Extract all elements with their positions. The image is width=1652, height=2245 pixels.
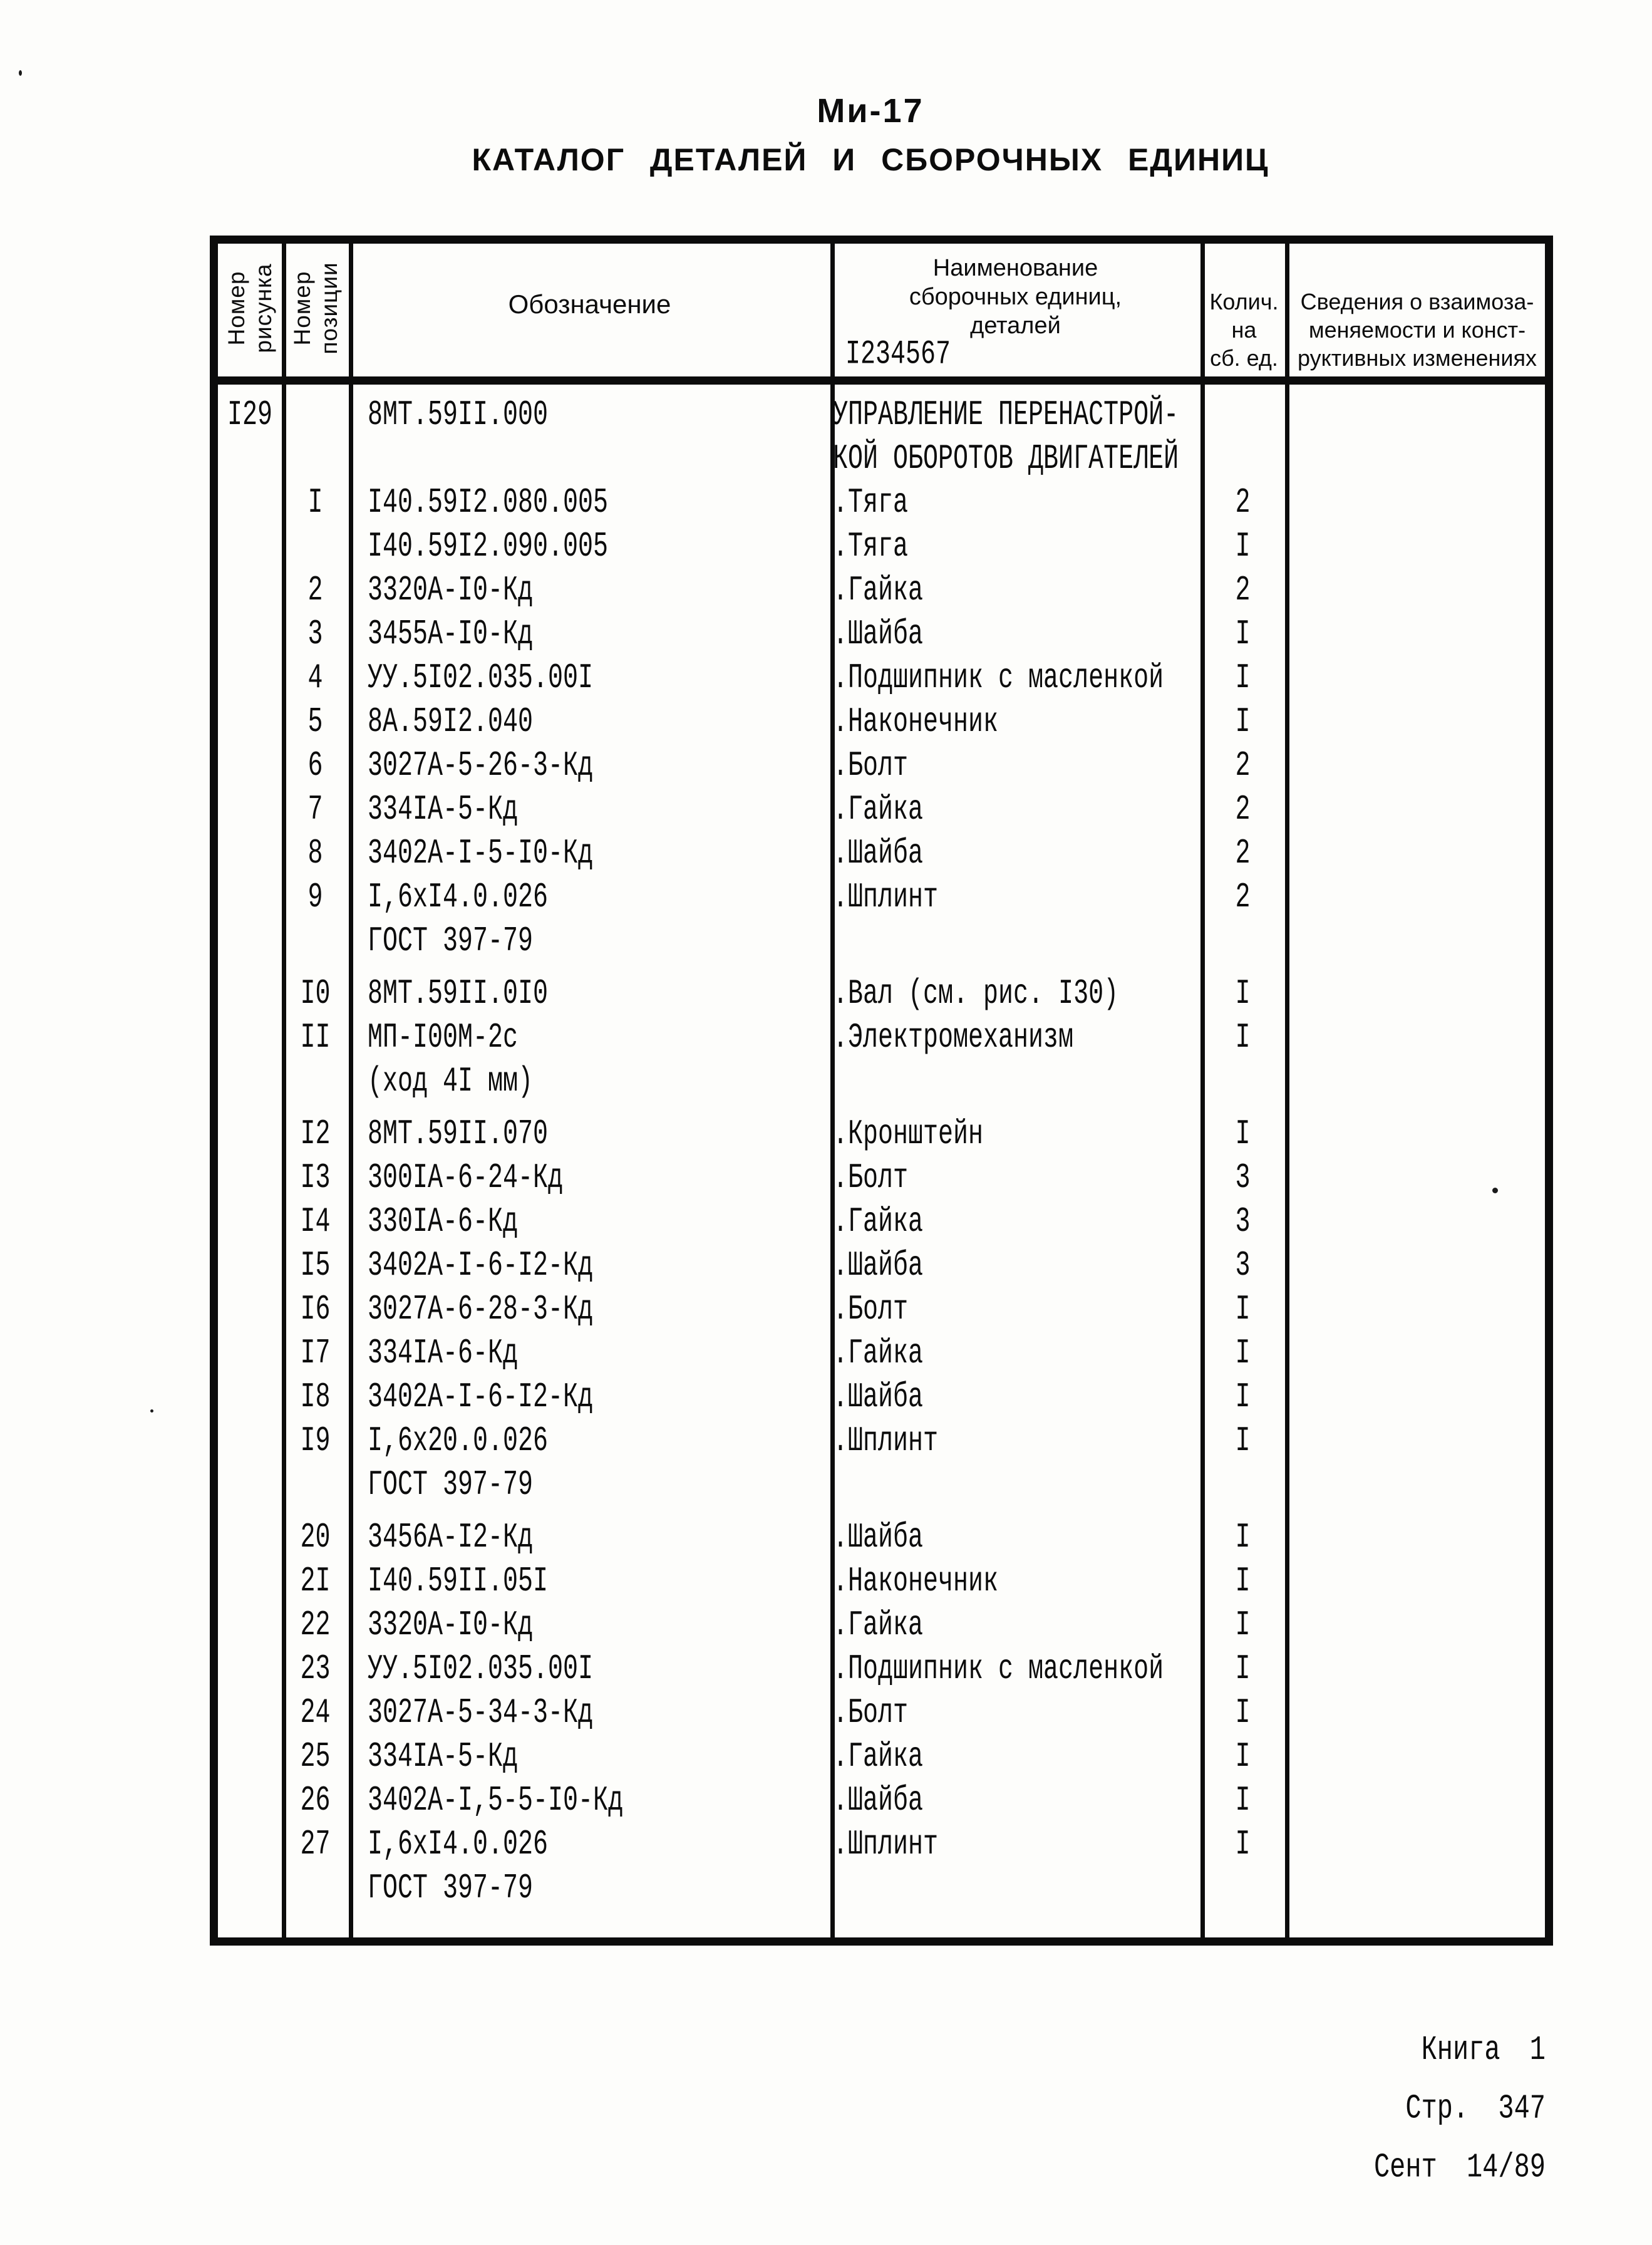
- cell-designation: 3402А-I-6-I2-Кд: [368, 1247, 594, 1286]
- parts-table: [210, 236, 1553, 1946]
- cell-designation: (ход 4I мм): [368, 1062, 534, 1102]
- cell-position-number: 27: [300, 1825, 331, 1865]
- page-footer: [1374, 2021, 1546, 2197]
- cell-quantity: I: [1235, 1290, 1251, 1330]
- footer-revision-date: Сент 14/89: [1373, 2147, 1546, 2187]
- cell-part-name: .Болт: [833, 1694, 909, 1733]
- cell-quantity: I: [1235, 527, 1251, 567]
- cell-designation: ГОСТ 397-79: [368, 1466, 534, 1505]
- cell-quantity: I: [1235, 1518, 1251, 1558]
- cell-position-number: I0: [300, 975, 331, 1014]
- cell-designation: 3402А-I-6-I2-Кд: [368, 1378, 594, 1418]
- col-header-line: меняемости и конст-: [1308, 317, 1526, 343]
- cell-quantity: I: [1235, 975, 1251, 1014]
- cell-position-number: 25: [300, 1738, 331, 1777]
- cell-part-name: .Шайба: [833, 615, 924, 655]
- cell-quantity: I: [1235, 1334, 1251, 1374]
- cell-designation: 330IА-6-Кд: [368, 1203, 519, 1242]
- page-title: Ми-17: [817, 92, 924, 130]
- cell-position-number: I: [307, 484, 323, 523]
- cell-quantity: 2: [1235, 791, 1251, 830]
- col-header-line: Сведения о взаимоза-: [1300, 289, 1534, 314]
- col-header-line: Наименование: [932, 255, 1098, 281]
- page-subtitle: КАТАЛОГ ДЕТАЛЕЙ И СБОРОЧНЫХ ЕДИНИЦ: [472, 142, 1269, 177]
- cell-position-number: [282, 1869, 349, 1931]
- cell-position-number: 4: [307, 659, 323, 698]
- scan-speck: [19, 70, 22, 76]
- cell-designation: I40.59I2.080.005: [368, 484, 609, 523]
- cell-part-name: .Гайка: [833, 1334, 924, 1374]
- col-header-line: Колич.: [1209, 289, 1279, 314]
- cell-designation: I,6х20.0.026: [368, 1422, 549, 1461]
- cell-part-name: .Подшипник с масленкой: [833, 659, 1164, 698]
- cell-designation: 334IА-5-Кд: [368, 1738, 519, 1777]
- cell-quantity: I: [1235, 1650, 1251, 1689]
- cell-designation: ГОСТ 397-79: [368, 922, 534, 962]
- cell-quantity: I: [1235, 1562, 1251, 1602]
- cell-designation: I40.59II.05I: [368, 1562, 549, 1602]
- cell-quantity: 2: [1235, 484, 1251, 523]
- cell-position-number: I7: [300, 1334, 331, 1374]
- cell-quantity: 2: [1235, 747, 1251, 786]
- cell-designation: 3456А-I2-Кд: [368, 1518, 534, 1558]
- cell-designation: I,6хI4.0.026: [368, 878, 549, 918]
- cell-figure-number: I29: [227, 396, 272, 435]
- cell-part-name: .Электромеханизм: [833, 1019, 1074, 1058]
- cell-position-number: 22: [300, 1606, 331, 1646]
- col-header-line: деталей: [970, 313, 1061, 339]
- cell-position-number: 23: [300, 1650, 331, 1689]
- scan-speck: [150, 1409, 153, 1413]
- cell-part-name: КОЙ ОБОРОТОВ ДВИГАТЕЛЕЙ: [833, 440, 1179, 479]
- cell-quantity: I: [1235, 1115, 1251, 1154]
- cell-quantity: I: [1235, 659, 1251, 698]
- cell-part-name: .Тяга: [833, 484, 909, 523]
- cell-quantity: 2: [1235, 878, 1251, 918]
- col-header-name-note: I234567: [845, 336, 951, 375]
- cell-quantity: 3: [1235, 1159, 1251, 1198]
- cell-position-number: I8: [300, 1378, 331, 1418]
- cell-position-number: I5: [300, 1247, 331, 1286]
- cell-designation: 3402А-I-5-I0-Кд: [368, 834, 594, 874]
- cell-designation: МП-I00М-2с: [368, 1019, 519, 1058]
- cell-designation: 3402А-I,5-5-I0-Кд: [368, 1781, 624, 1821]
- cell-part-name: .Болт: [833, 1290, 909, 1330]
- cell-part-name: .Шайба: [833, 1781, 924, 1821]
- cell-designation: 8МТ.59II.000: [368, 396, 549, 435]
- col-header-line: рисунка: [250, 263, 276, 353]
- cell-quantity: [1200, 1869, 1285, 1931]
- cell-position-number: 8: [307, 834, 323, 874]
- cell-part-name: .Болт: [833, 1159, 909, 1198]
- cell-part-name: .Гайка: [833, 1606, 924, 1646]
- cell-quantity: I: [1235, 1378, 1251, 1418]
- cell-designation: 3320А-I0-Кд: [368, 571, 534, 611]
- cell-part-name: .Шплинт: [833, 1422, 939, 1461]
- cell-quantity: 3: [1235, 1203, 1251, 1242]
- cell-position-number: I3: [300, 1159, 331, 1198]
- cell-part-name: .Шплинт: [833, 1825, 939, 1865]
- cell-info: [1285, 1869, 1545, 1931]
- cell-part-name: .Шайба: [833, 1518, 924, 1558]
- cell-designation: I,6хI4.0.026: [368, 1825, 549, 1865]
- cell-part-name: .Наконечник: [833, 1562, 999, 1602]
- cell-quantity: I: [1235, 1019, 1251, 1058]
- col-header-quantity: [1203, 288, 1285, 372]
- cell-designation: 3455А-I0-Кд: [368, 615, 534, 655]
- cell-part-name: .Вал (см. рис. I30): [833, 975, 1119, 1014]
- col-header-name: [830, 254, 1200, 340]
- cell-quantity: 3: [1235, 1247, 1251, 1286]
- cell-part-name: .Шайба: [833, 834, 924, 874]
- cell-designation: УУ.5I02.035.00I: [368, 1650, 594, 1689]
- cell-position-number: I2: [300, 1115, 331, 1154]
- cell-part-name: УПРАВЛЕНИЕ ПЕРЕНАСТРОЙ-: [833, 396, 1179, 435]
- cell-designation: I40.59I2.090.005: [368, 527, 609, 567]
- cell-designation: 3027А-6-28-3-Кд: [368, 1290, 594, 1330]
- cell-quantity: 2: [1235, 571, 1251, 611]
- cell-part-name: .Гайка: [833, 791, 924, 830]
- table-body: [218, 385, 1545, 1922]
- cell-position-number: 7: [307, 791, 323, 830]
- col-header-line: на: [1231, 317, 1257, 343]
- cell-designation: УУ.5I02.035.00I: [368, 659, 594, 698]
- cell-part-name: [830, 1869, 1200, 1931]
- cell-quantity: I: [1235, 1606, 1251, 1646]
- cell-designation: 334IА-6-Кд: [368, 1334, 519, 1374]
- cell-position-number: 5: [307, 703, 323, 742]
- footer-book-number: Книга 1: [1421, 2030, 1546, 2070]
- cell-part-name: .Шайба: [833, 1378, 924, 1418]
- col-header-line: позиции: [316, 262, 342, 355]
- cell-part-name: .Наконечник: [833, 703, 999, 742]
- cell-part-name: .Тяга: [833, 527, 909, 567]
- cell-position-number: 24: [300, 1694, 331, 1733]
- col-header-line: сб. ед.: [1210, 345, 1278, 371]
- col-header-interchangeability-info: [1291, 288, 1544, 372]
- cell-position-number: I9: [300, 1422, 331, 1461]
- cell-quantity: I: [1235, 1738, 1251, 1777]
- table-row: [218, 1466, 1545, 1518]
- cell-part-name: .Кронштейн: [833, 1115, 984, 1154]
- cell-position-number: 6: [307, 747, 323, 786]
- col-header-line: сборочных единиц,: [909, 284, 1122, 310]
- cell-position-number: I4: [300, 1203, 331, 1242]
- footer-page-number: Стр. 347: [1405, 2089, 1546, 2128]
- cell-part-name: .Болт: [833, 747, 909, 786]
- cell-quantity: I: [1235, 1781, 1251, 1821]
- cell-quantity: I: [1235, 615, 1251, 655]
- cell-designation: ГОСТ 397-79: [368, 1869, 534, 1909]
- cell-quantity: I: [1235, 1825, 1251, 1865]
- cell-position-number: 20: [300, 1518, 331, 1558]
- cell-position-number: I6: [300, 1290, 331, 1330]
- cell-designation: 8МТ.59II.0I0: [368, 975, 549, 1014]
- table-header-divider: [218, 376, 1545, 385]
- cell-designation: 3320А-I0-Кд: [368, 1606, 534, 1646]
- cell-designation: 8А.59I2.040: [368, 703, 534, 742]
- cell-part-name: .Подшипник с масленкой: [833, 1650, 1164, 1689]
- cell-part-name: .Гайка: [833, 571, 924, 611]
- cell-part-name: .Шайба: [833, 1247, 924, 1286]
- table-row: [218, 1062, 1545, 1115]
- cell-designation: 3027А-5-34-3-Кд: [368, 1694, 594, 1733]
- cell-designation: 8МТ.59II.070: [368, 1115, 549, 1154]
- cell-part-name: .Гайка: [833, 1738, 924, 1777]
- cell-quantity: 2: [1235, 834, 1251, 874]
- table-row: [218, 922, 1545, 975]
- cell-position-number: 9: [307, 878, 323, 918]
- cell-quantity: I: [1235, 703, 1251, 742]
- cell-position-number: II: [300, 1019, 331, 1058]
- cell-position-number: 2: [307, 571, 323, 611]
- scan-speck: [1492, 1188, 1498, 1193]
- cell-designation: 334IА-5-Кд: [368, 791, 519, 830]
- cell-designation: 3027А-5-26-3-Кд: [368, 747, 594, 786]
- cell-designation: 300IА-6-24-Кд: [368, 1159, 564, 1198]
- col-header-line: Номер: [289, 271, 315, 346]
- col-header-line: руктивных изменениях: [1297, 345, 1537, 371]
- col-header-position-number: [289, 262, 343, 354]
- col-header-designation: Обозначение: [508, 289, 671, 319]
- cell-part-name: .Гайка: [833, 1203, 924, 1242]
- cell-position-number: 2I: [300, 1562, 331, 1602]
- cell-position-number: 26: [300, 1781, 331, 1821]
- cell-position-number: 3: [307, 615, 323, 655]
- cell-quantity: I: [1235, 1422, 1251, 1461]
- table-row: [218, 1869, 1545, 1922]
- col-header-line: Номер: [224, 271, 249, 346]
- cell-part-name: .Шплинт: [833, 878, 939, 918]
- col-header-figure-number: [223, 263, 277, 353]
- cell-quantity: I: [1235, 1694, 1251, 1733]
- cell-figure-number: [218, 1869, 282, 1931]
